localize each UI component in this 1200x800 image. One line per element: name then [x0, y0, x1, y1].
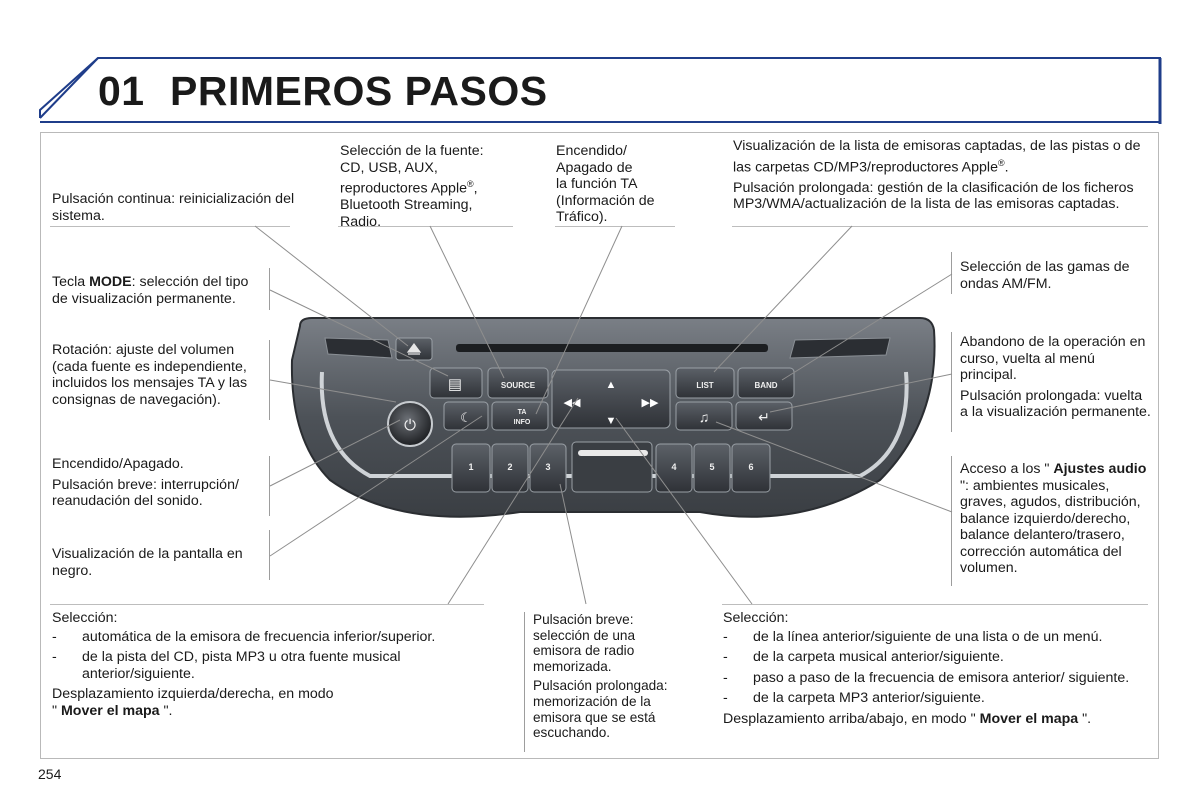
source-line-5: Radio.: [340, 213, 382, 230]
band-label: BAND: [754, 381, 778, 390]
mode-button[interactable]: [430, 368, 482, 398]
ta-line-5: Tráfico).: [556, 209, 608, 225]
power-icon: ⏻: [404, 417, 416, 434]
volume-text: Rotación: ajuste del volumen (cada fuente es independiente, incluidos los mensajes TA y las consignas de navegación).: [52, 342, 248, 408]
list-label: LIST: [696, 381, 714, 390]
callout-source: Selección de la fuente: CD, USB, AUX, reproductores Apple®, Bluetooth Streaming, Radio.: [340, 143, 515, 230]
list-item: - de la pista del CD, pista MP3 u otra fuente musical anterior/siguiente.: [52, 649, 492, 682]
ta-label: TA: [517, 409, 527, 416]
power-knob[interactable]: [388, 402, 432, 446]
sel-right-foot-pre: Desplazamiento arriba/abajo, en modo ": [723, 710, 980, 727]
back-button[interactable]: [736, 402, 792, 430]
preset-label: 2: [507, 462, 513, 472]
preset-6[interactable]: [732, 444, 770, 492]
source-line-2: CD, USB, AUX,: [340, 159, 438, 176]
list-item: - de la carpeta MP3 anterior/siguiente.: [723, 690, 1153, 707]
power-text-a: Encendido/Apagado.: [52, 456, 184, 472]
mode-key: MODE: [89, 274, 132, 290]
mode-icon: ▤: [447, 376, 463, 393]
callout-list: Visualización de la lista de emisoras captadas, de las pistas o de las carpetas CD/MP3/reproductores Apple®. Pulsación prolongada: gestión de la clasificación de los ficheros MP3/WMA/actualización de la lista de las emisoras captadas.: [733, 138, 1143, 213]
cd-slot: [456, 344, 768, 352]
info-label: INFO: [513, 419, 531, 426]
source-label: SOURCE: [500, 381, 536, 390]
sel-left-foot-key: Mover el mapa: [60, 702, 160, 719]
list-text-a: Visualización de la lista de emisoras captadas, de las pistas o de las carpetas CD/MP3/reproductores Apple: [733, 138, 1141, 176]
preset-2[interactable]: [492, 444, 528, 492]
preset-4[interactable]: [656, 444, 692, 492]
preset-5[interactable]: [694, 444, 730, 492]
page-number: 254: [38, 766, 62, 782]
audio-note-icon: ♫: [698, 409, 710, 425]
source-button[interactable]: [488, 368, 548, 398]
page-title: PRIMEROS PASOS: [170, 68, 548, 114]
right-slot: [790, 338, 890, 358]
preset-label: 6: [748, 462, 754, 472]
sel-left-title: Selección:: [52, 610, 118, 626]
dark-button[interactable]: [444, 402, 488, 430]
dark-text: Visualización de la pantalla en negro.: [52, 546, 243, 579]
sel-left-foot-pre: ": [52, 702, 61, 719]
list-item: - paso a paso de la frecuencia de emisora anterior/ siguiente.: [723, 670, 1153, 687]
chapter-number: 01: [98, 68, 145, 114]
dark-icon: ☾: [460, 410, 472, 425]
audio-button[interactable]: [676, 402, 732, 430]
preset-text-a: Pulsación breve: selección de una emisora de radio memorizada.: [533, 612, 636, 674]
eject-button[interactable]: [396, 338, 432, 360]
sel-right-foot-post: ".: [1078, 710, 1092, 727]
back-icon: ↵: [758, 409, 770, 425]
source-line-3: reproductores Apple: [340, 180, 467, 197]
band-button[interactable]: [738, 368, 794, 398]
mode-pre: Tecla: [52, 274, 90, 290]
sel-left-foot-post: ".: [159, 702, 173, 719]
preset-label: 3: [545, 462, 551, 472]
list-item: - automática de la emisora de frecuencia inferior/superior.: [52, 629, 492, 646]
list-button[interactable]: [676, 368, 734, 398]
ta-line-1: Encendido/: [556, 143, 627, 159]
callout-reset-text: Pulsación continua: reinicialización del sistema.: [52, 191, 295, 224]
list-item: - de la carpeta musical anterior/siguiente.: [723, 649, 1153, 666]
source-line-1: Selección de la fuente:: [340, 143, 484, 159]
mode-post: : selección del tipo de visualización permanente.: [52, 274, 249, 307]
preset-label: 1: [468, 462, 474, 472]
power-text-b: Pulsación breve: interrupción/ reanudación del sonido.: [52, 476, 239, 509]
preset-text-b: Pulsación prolongada: memorización de la emisora que se está escuchando.: [533, 678, 668, 741]
preset-3[interactable]: [530, 444, 566, 492]
navigation-pad[interactable]: [552, 370, 670, 428]
list-item: - de la línea anterior/siguiente de una lista o de un menú.: [723, 629, 1153, 646]
list-text-b: Pulsación prolongada: gestión de la clasificación de los ficheros MP3/WMA/actualización de la lista de las emisoras captadas.: [733, 179, 1134, 213]
audio-post: ": ambientes musicales, graves, agudos, distribución, balance izquierdo/derecho, balance delantero/trasero, corrección automática del volumen.: [960, 477, 1141, 576]
seek-back-icon: ◀◀: [563, 397, 581, 409]
ta-line-2: Apagado de: [556, 159, 633, 176]
ta-info-button[interactable]: [492, 402, 548, 430]
band-text: Selección de las gamas de ondas AM/FM.: [960, 259, 1130, 292]
preset-1[interactable]: [452, 444, 490, 492]
sel-right-title: Selección:: [723, 610, 789, 626]
up-arrow-icon: ▲: [605, 379, 617, 391]
audio-key: Ajustes audio: [1053, 461, 1147, 477]
ta-line-3: la función TA: [556, 176, 638, 192]
preset-label: 4: [671, 462, 677, 472]
sel-left-foot-a: Desplazamiento izquierda/derecha, en modo: [52, 686, 334, 702]
back-text-b: Pulsación prolongada: vuelta a la visualización permanente.: [960, 387, 1151, 420]
usb-slot: [578, 450, 648, 456]
sel-right-foot-key: Mover el mapa: [979, 710, 1079, 727]
audio-pre: Acceso a los ": [960, 461, 1054, 477]
usb-slot-cover: [572, 442, 652, 492]
preset-label: 5: [709, 462, 715, 472]
source-line-4: Bluetooth Streaming,: [340, 197, 473, 214]
ta-line-4: (Información de: [556, 192, 655, 209]
seek-forward-icon: ▶▶: [641, 397, 659, 409]
down-arrow-icon: ▼: [605, 415, 617, 427]
back-text-a: Abandono de la operación en curso, vuelta al menú principal.: [960, 334, 1146, 383]
